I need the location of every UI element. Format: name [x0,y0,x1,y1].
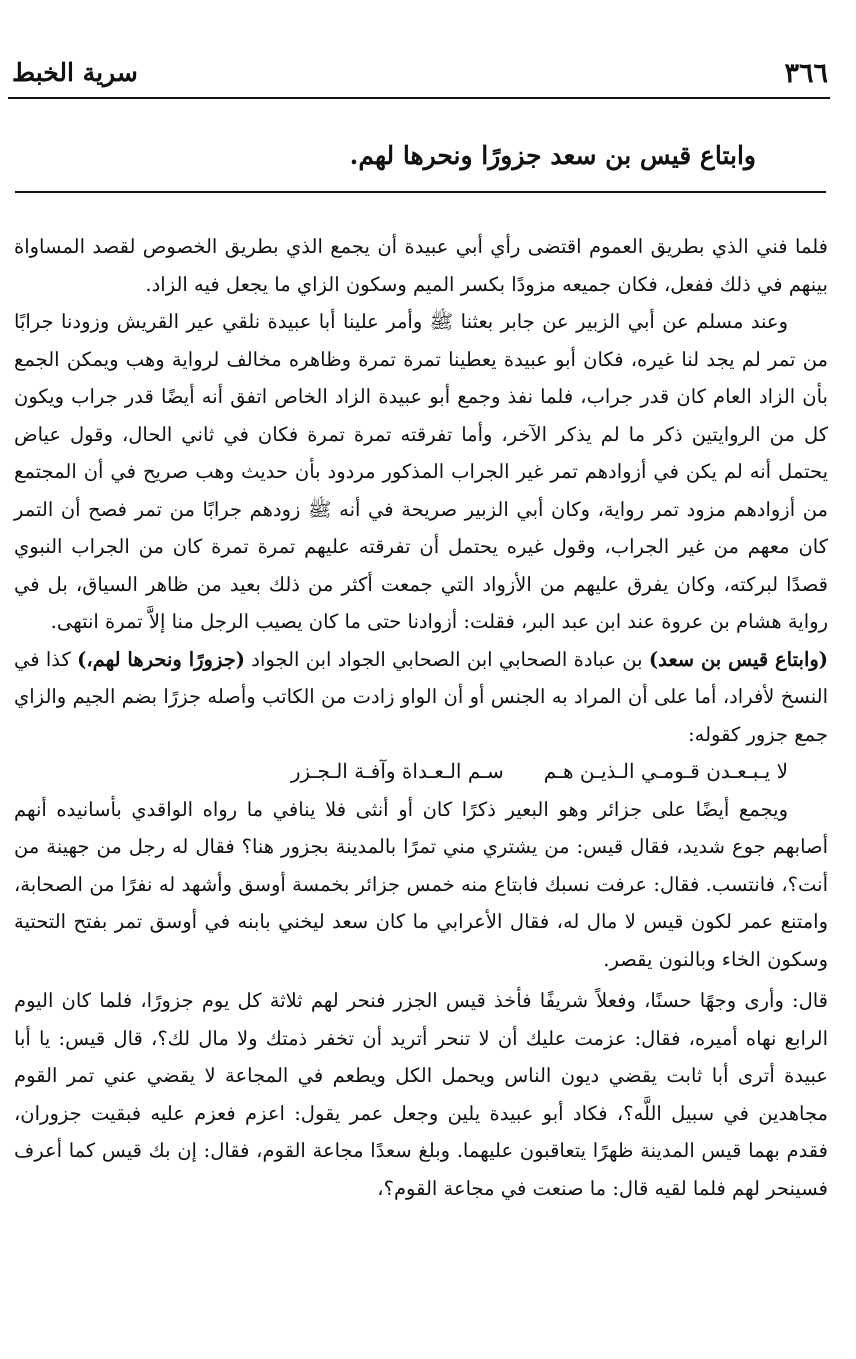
commentary-paragraph-2: وعند مسلم عن أبي الزبير عن جابر بعثنا ﷺ وأمر علينا أبا عبيدة نلقي عير القريش وزودنا جرابًا من تمر لم يجد لنا غيره، فكان أبو عبيدة يعطينا تمرة تمرة وظاهره مخالف لرواية وهب ويمكن الجمع بأن الزاد العام كان قدر جراب، فلما نفذ وجمع أبو عبيدة الزاد الخاص اتفق أنه أيضًا قدر جراب ويكون كل من الروايتين ذكر ما لم يذكر الآخر، وأما تفرقته تمرة تمرة فكان في ثاني الحال، وقول عياض يحتمل أنه لم يكن في أزوادهم تمر غير الجراب المذكور مردود بأن حديث وهب صريح في أن المجتمع من أزوادهم مزود تمر رواية، وكان أبي الزبير صريحة في أنه ﷺ زودهم جرابًا من تمر فصح أن التمر كان معهم من غير الجراب، وقول غيره يحتمل أن تفرقته عليهم تمرة تمرة كان من الجراب النبوي قصدًا لبركته، وكان يفرق عليهم من الأزواد التي جمعت أكثر من ذلك بعيد من ظاهر السياق، بل في رواية هشام بن عروة عند ابن عبد البر، فقلت: أزوادنا حتى ما كان يصيب الرجل منا إلاَّ تمرة انتهى. [14,310,828,633]
matn-separator [15,191,826,193]
verse-hemistich-left: سـم الـعـداة وآفـة الـجـزر [290,759,504,783]
lemma-jazur: (جزورًا ونحرها لهم،) [77,647,246,671]
commentary [14,228,828,1207]
commentary-text-3a: بن عبادة الصحابي ابن الصحابي الجواد ابن الجواد [245,647,649,671]
verse-hemistich-right: لا يـبـعـدن قـومـي الـذيـن هـم [543,759,788,783]
commentary-paragraph-3 [14,641,828,754]
lemma-ibtaa: (وابتاع قيس بن سعد) [648,647,828,671]
page-header [0,52,856,98]
header-rule [8,97,830,99]
commentary-paragraph-1: فلما فني الذي بطريق العموم اقتضى رأي أبي عبيدة أن يجمع الذي بطريق الخصوص لقصد المساواة بينهم في ذلك ففعل، فكان جميعه مزودًا بكسر الميم وسكون الزاي ما يجعل فيه الزاد. [14,235,828,296]
matn-text: وابتاع قيس بن سعد جزورًا ونحرها لهم. [349,141,756,170]
commentary-text-3b: كذا في النسخ لأفراد، أما على أن المراد به الجنس أو أن الواو زادت من الكاتب وأصله جزرًا بضم الجيم والزاي جمع جزور كقوله: [14,647,828,746]
section-title: سرية الخبط [12,58,138,87]
commentary-paragraph-4: ويجمع أيضًا على جزائر وهو البعير ذكرًا كان أو أنثى فلا ينافي ما رواه الواقدي بأسانيده أنهم أصابهم جوع شديد، فقال قيس: من يشتري مني تمرًا بالمدينة بجزور هنا؟ فقال له رجل من جهينة من أنت؟، فانتسب. فقال: عرفت نسبك فابتاع منه خمس جزائر بخمسة أوسق وأشهد له نفرًا من الصحابة، وامتنع عمر لكون قيس لا مال له، فقال الأعرابي ما كان سعد ليخني بابنه في أوسق تمر بفتح التحتية وسكون الخاء وبالنون يقصر. [14,797,828,971]
poetry-verse [14,753,828,791]
commentary-paragraph-5: قال: وأرى وجهًا حسنًا، وفعلاً شريفًا فأخذ قيس الجزر فنحر لهم ثلاثة كل يوم جزورًا، فلما كان اليوم الرابع نهاه أميره، فقال: عزمت عليك أن لا تنحر أتريد أن تخفر ذمتك ولا مال لك؟، قال قيس: يا أبا عبيدة أترى أبا ثابت يقضي ديون الناس ويحمل الكل ويطعم في المجاعة لا يقضي عني تمر القوم مجاهدين في سبيل اللَّه؟، فكاد أبو عبيدة يلين وجعل عمر يقول: اعزم فعزم عليه فبقيت جزوران، فقدم بهما قيس المدينة ظهرًا يتعاقبون عليهما. وبلغ سعدًا مجاعة القوم، فقال: إن بك قيس كما أعرف فسينحر لهم فلما لقيه قال: ما صنعت في مجاعة القوم؟، [14,989,828,1200]
page-number: ٣٦٦ [784,58,828,89]
